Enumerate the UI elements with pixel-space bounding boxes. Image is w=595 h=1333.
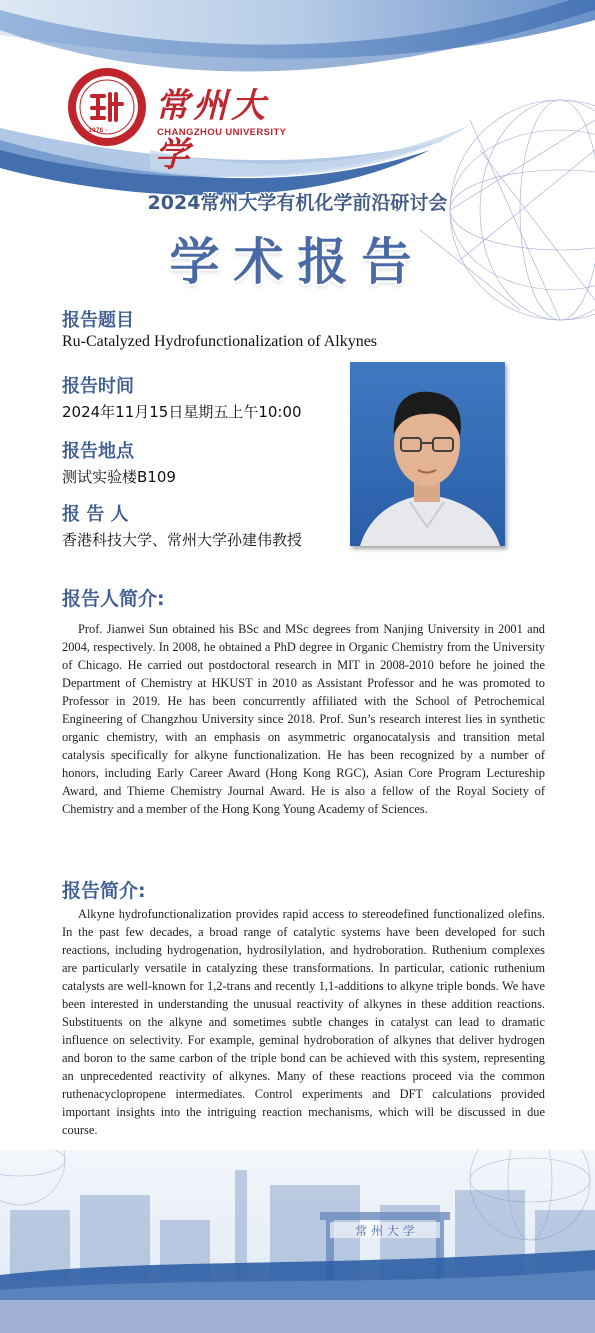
- speaker-bio-heading: 报告人简介:: [62, 588, 165, 610]
- abstract-text: Alkyne hydrofunctionalization provides rapid access to stereodefined functionalized olefins. In the past few decades, a broad range of catalytic systems have been developed for such reactions, including hydrogenation, hydrosilylation, and hydroboration. Ruthenium complexes are particularly versatile in catalyzing these transformations. In particular, cationic ruthenium catalysts are well-known for 1,2-trans and recently 1,1-additions to alkyne triple bonds. We have been interested in understanding the unusual reactivity of alkynes in these addition reactions. Substituents on the alkyne and sometimes subtle changes in catalyst can lead to dramatic influence on selectivity. For example, geminal hydroboration of alkynes that deliver hydrogen and boron to the same carbon of the triple bond can be achieved with this system, representing an unprecedented reactivity of alkynes. Many of these reactions proceed via the common ruthenacyclopropene intermediates. Control experiments and DFT calculations provided important insights into the intriguing reaction mechanisms, which will be discussed in due course.: [62, 907, 545, 1137]
- event-title: 学术报告: [169, 233, 426, 291]
- place-label: 报告地点: [62, 441, 134, 462]
- topic-value: Ru-Catalyzed Hydrofunctionalization of Alkynes: [62, 333, 378, 350]
- university-seal-icon: [66, 66, 148, 148]
- abstract-heading: 报告简介:: [62, 880, 146, 902]
- time-value: 2024年11月15日星期五上午10:00: [62, 403, 302, 421]
- event-subtitle: 2024常州大学有机化学前沿研讨会: [147, 192, 448, 214]
- campus-skyline-illustration: [0, 1150, 595, 1333]
- place-value: 测试实验楼B109: [62, 468, 176, 486]
- topic-label: 报告题目: [62, 310, 134, 331]
- university-name-cn: 常州大学: [155, 86, 269, 175]
- speaker-value: 香港科技大学、常州大学孙建伟教授: [62, 531, 303, 549]
- seal-year: · 1978 ·: [84, 128, 108, 134]
- university-name-en: CHANGZHOU UNIVERSITY: [157, 127, 287, 138]
- time-label: 报告时间: [62, 376, 134, 397]
- speaker-label: 报 告 人: [62, 504, 129, 525]
- speaker-bio-text: Prof. Jianwei Sun obtained his BSc and MSc degrees from Nanjing University in 2001 and 2004, respectively. In 2008, he obtained a PhD degree in Organic Chemistry from the University of Chicago. He carried out postdoctoral research in MIT in 2008-2010 before he joined the Department of Chemistry at HKUST in 2010 as Assistant Professor and he was promoted to Professor in 2019. He has been concurrently affiliated with the School of Petrochemical Engineering of Changzhou University since 2018. Prof. Sun’s research interest lies in synthetic organic chemistry, with an emphasis on asymmetric organocatalysis and transition metal catalysis specifically for alkyne functionalization. He has been recognized by a number of honors, including Early Career Award (Hong Kong RGC), Asian Core Program Lectureship Award, and Thieme Chemistry Journal Award. He is also a fellow of the Royal Society of Chemistry and a member of the Hong Kong Young Academy of Sciences.: [62, 622, 545, 816]
- gate-inscription: 常 州 大 学: [355, 1224, 415, 1238]
- speaker-photo: [350, 362, 505, 546]
